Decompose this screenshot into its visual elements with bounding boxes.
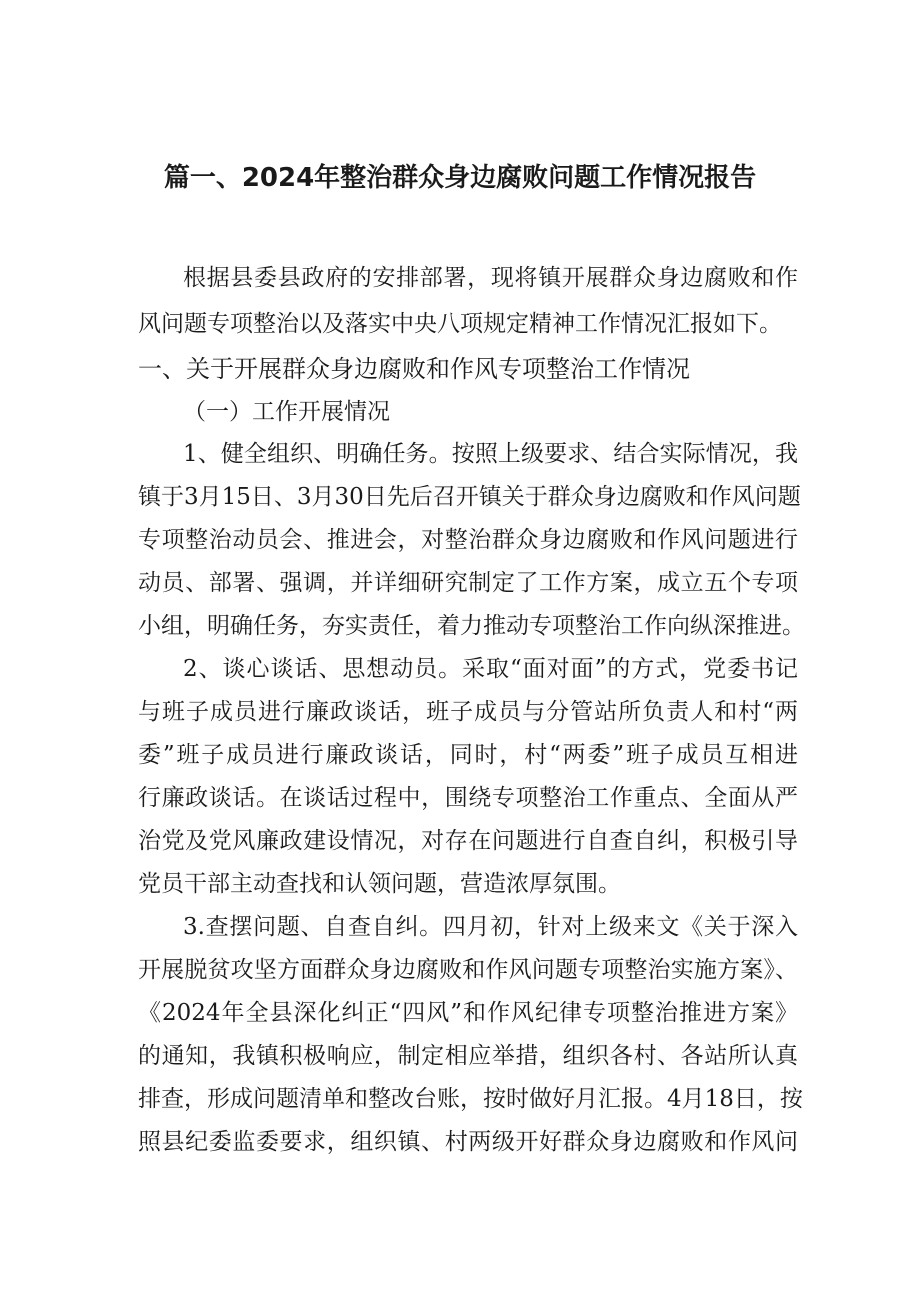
paragraph-line: 小组，明确任务，夯实责任，着力推动专项整治工作向纵深推进。	[138, 613, 805, 639]
paragraph-line: 专项整治动员会、推进会，对整治群众身边腐败和作风问题进行	[138, 527, 798, 553]
paragraph-line: 镇于3月15日、3月30日先后召开镇关于群众身边腐败和作风问题	[138, 484, 801, 510]
paragraph-line: 1、健全组织、明确任务。按照上级要求、结合实际情况，我	[183, 441, 798, 467]
paragraph-line: 的通知，我镇积极响应，制定相应举措，组织各村、各站所认真	[138, 1043, 798, 1069]
paragraph-line: 行廉政谈话。在谈话过程中，围绕专项整治工作重点、全面从严	[138, 785, 798, 811]
paragraph-line: 2、谈心谈话、思想动员。采取“面对面”的方式，党委书记	[183, 656, 798, 682]
document-title: 篇一、2024年整治群众身边腐败问题工作情况报告	[163, 163, 757, 193]
paragraph-line: 排查，形成问题清单和整改台账，按时做好月汇报。4月18日，按	[138, 1086, 803, 1112]
section-heading: 一、关于开展群众身边腐败和作风专项整治工作情况	[138, 355, 690, 383]
paragraph-line: 动员、部署、强调，并详细研究制定了工作方案，成立五个专项	[138, 570, 798, 596]
paragraph-line: 根据县委县政府的安排部署，现将镇开展群众身边腐败和作	[183, 265, 798, 291]
paragraph-line: 与班子成员进行廉政谈话，班子成员与分管站所负责人和村“两	[138, 699, 798, 725]
paragraph-line: 开展脱贫攻坚方面群众身边腐败和作风问题专项整治实施方案》、	[138, 957, 798, 983]
paragraph-line: 3.查摆问题、自查自纠。四月初，针对上级来文《关于深入	[183, 914, 798, 940]
paragraph-line: 委”班子成员进行廉政谈话，同时，村“两委”班子成员互相进	[138, 742, 798, 768]
paragraph-line: 《2024年全县深化纠正“四风”和作风纪律专项整治推进方案》	[138, 1000, 798, 1026]
subsection-heading: （一）工作开展情况	[183, 399, 390, 425]
paragraph-line: 党员干部主动查找和认领问题，营造浓厚氛围。	[138, 871, 621, 897]
paragraph-line: 风问题专项整治以及落实中央八项规定精神工作情况汇报如下。	[138, 311, 782, 337]
paragraph-line: 治党及党风廉政建设情况，对存在问题进行自查自纠，积极引导	[138, 828, 798, 854]
paragraph-line: 照县纪委监委要求，组织镇、村两级开好群众身边腐败和作风问	[138, 1129, 798, 1155]
